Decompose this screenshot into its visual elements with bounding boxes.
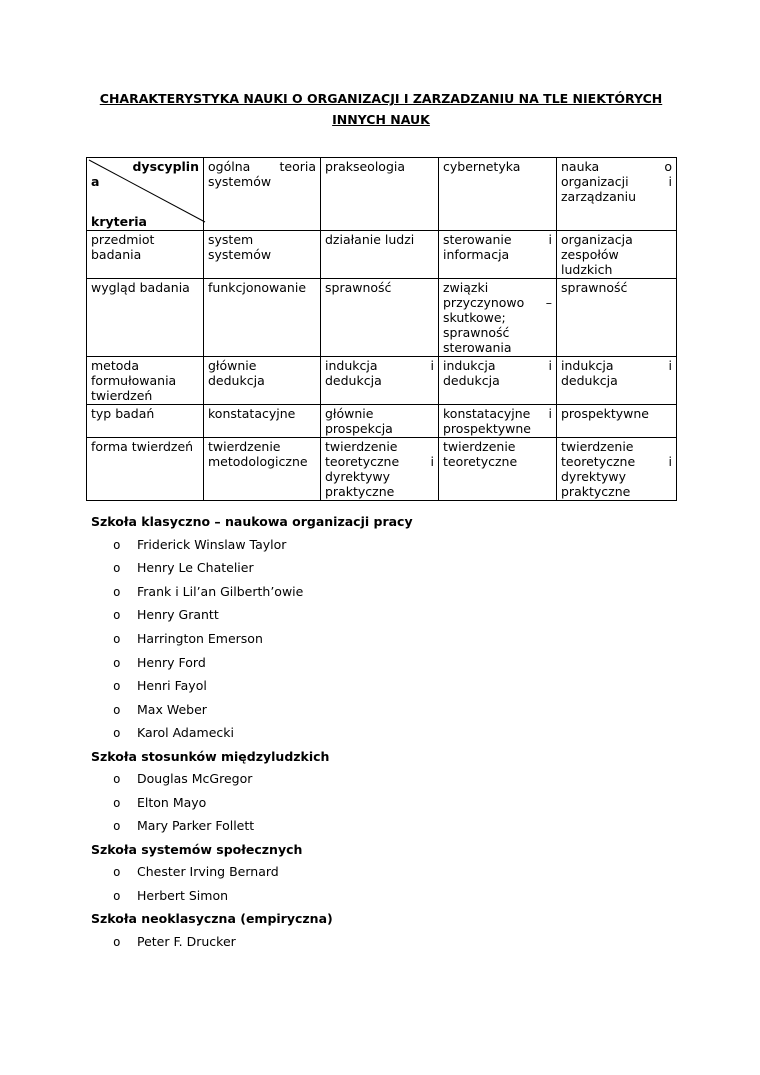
cell-line: organizacja [561,232,633,247]
cell-word: teoretyczne [561,454,636,469]
cell-line: sprawność [443,325,510,340]
table-cell [557,438,677,501]
cell-word: konstatacyjne [443,406,531,421]
cell-word: przyczynowo [443,295,525,310]
list-item: Henry Le Chatelier [137,560,254,575]
header-word: organizacji [561,174,629,189]
header-word: ogólna [208,159,251,174]
table-row [87,438,677,501]
cell-line: prospektywne [561,406,649,421]
table-cell [439,357,557,405]
bullet-icon: o [113,678,121,693]
cell-line: funkcjonowanie [208,280,307,295]
cell-line: twierdzenie [443,439,516,454]
header-cell [321,158,439,231]
cell-line: związki [443,280,489,295]
list-item: Douglas McGregor [137,771,253,786]
criterion-cell [87,231,204,279]
table-cell [439,231,557,279]
list-item: Peter F. Drucker [137,934,236,949]
table-row [87,405,677,438]
criterion-cell [87,279,204,357]
bullet-icon: o [113,537,121,552]
cell-word: i [548,232,552,247]
cell-line: prospektywne [443,421,531,436]
cell-line: dedukcja [443,373,500,388]
table-row [87,279,677,357]
table-cell [321,357,439,405]
table-cell [204,438,321,501]
cell-line: sprawność [325,280,392,295]
corner-top-label: dyscyplin [132,159,199,174]
bullet-icon: o [113,655,121,670]
table-cell [557,357,677,405]
header-word: systemów [208,174,272,189]
header-cell [557,158,677,231]
bullet-icon: o [113,702,121,717]
list-item: Elton Mayo [137,795,207,810]
list-item: Mary Parker Follett [137,818,255,833]
bullet-icon: o [113,795,121,810]
cell-line: przedmiot [91,232,155,247]
list-item: Frank i Lil’an Gilberth’owie [137,584,304,599]
cell-word: i [668,454,672,469]
header-text: cybernetyka [443,159,521,174]
cell-word: indukcja [443,358,496,373]
cell-line: teoretyczne [443,454,518,469]
cell-line: metodologiczne [208,454,308,469]
criterion-cell [87,357,204,405]
cell-line: sprawność [561,280,628,295]
cell-line: skutkowe; [443,310,506,325]
header-text: prakseologia [325,159,406,174]
criterion-cell [87,405,204,438]
cell-word: i [430,454,434,469]
header-word: zarządzaniu [561,189,637,204]
section-heading: Szkoła systemów społecznych [91,842,303,857]
table-cell [204,357,321,405]
header-word: i [668,174,672,189]
bullet-icon: o [113,607,121,622]
cell-word: teoretyczne [325,454,400,469]
cell-line: zespołów [561,247,619,262]
table-cell [557,279,677,357]
list-item: Herbert Simon [137,888,229,903]
section-heading: Szkoła stosunków międzyludzkich [91,749,330,764]
cell-line: twierdzenie [561,439,634,454]
cell-line: prospekcja [325,421,393,436]
cell-line: twierdzenie [208,439,281,454]
page-title [86,88,676,130]
cell-word: i [548,406,552,421]
bullet-icon: o [113,631,121,646]
cell-line: metoda [91,358,140,373]
bullet-icon: o [113,725,121,740]
table-cell [204,279,321,357]
cell-line: praktyczne [325,484,395,499]
bullet-icon: o [113,560,121,575]
cell-line: twierdzenie [325,439,398,454]
table-cell [439,279,557,357]
cell-line: sterowania [443,340,512,355]
list-item: Harrington Emerson [137,631,263,646]
cell-line: dedukcja [561,373,618,388]
bullet-icon: o [113,771,121,786]
cell-line: głównie [208,358,257,373]
cell-word: indukcja [325,358,378,373]
section-heading: Szkoła klasyczno – naukowa organizacji pracy [91,514,413,529]
cell-line: wygląd badania [91,280,190,295]
cell-word: i [430,358,434,373]
cell-line: dedukcja [325,373,382,388]
cell-line: badania [91,247,142,262]
title-line-1: CHARAKTERYSTYKA NAUKI O ORGANIZACJI I ZARZADZANIU NA TLE NIEKTÓRYCH [99,91,663,106]
cell-line: ludzkich [561,262,613,277]
cell-word: i [668,358,672,373]
cell-line: systemów [208,247,272,262]
table-cell [557,231,677,279]
header-word: teoria [279,159,316,174]
cell-line: praktyczne [561,484,631,499]
list-item: Friderick Winslaw Taylor [137,537,287,552]
cell-line: dyrektywy [561,469,627,484]
header-cell [204,158,321,231]
bullet-icon: o [113,934,121,949]
cell-word: i [548,358,552,373]
cell-line: działanie ludzi [325,232,415,247]
corner-bottom-label: kryteria [91,214,147,229]
cell-line: twierdzeń [91,388,153,403]
section-heading: Szkoła neoklasyczna (empiryczna) [91,911,333,926]
title-line-2: INNYCH NAUK [332,112,430,127]
list-item: Henry Ford [137,655,206,670]
header-word: nauka [561,159,600,174]
bullet-icon: o [113,818,121,833]
list-item: Karol Adamecki [137,725,234,740]
cell-word: sterowanie [443,232,512,247]
table-cell [321,438,439,501]
cell-line: typ badań [91,406,155,421]
cell-word: indukcja [561,358,614,373]
bullet-icon: o [113,888,121,903]
cell-line: konstatacyjne [208,406,296,421]
bullet-icon: o [113,864,121,879]
table-cell [321,279,439,357]
table-header-row [87,158,677,231]
cell-line: formułowania [91,373,177,388]
cell-line: forma twierdzeń [91,439,194,454]
table-row [87,231,677,279]
cell-line: głównie [325,406,374,421]
corner-cell [87,158,204,231]
cell-word: – [545,295,552,310]
cell-line: dyrektywy [325,469,391,484]
bullet-icon: o [113,584,121,599]
table-cell [557,405,677,438]
list-item: Henry Grantt [137,607,219,622]
cell-line: system [208,232,254,247]
corner-top-tail: a [91,174,100,189]
table-row [87,357,677,405]
table-cell [439,405,557,438]
comparison-table [86,157,677,501]
table-cell [204,405,321,438]
list-item: Chester Irving Bernard [137,864,279,879]
table-cell [321,231,439,279]
header-cell [439,158,557,231]
table-cell [321,405,439,438]
list-item: Max Weber [137,702,207,717]
header-word: o [664,159,672,174]
table-cell [204,231,321,279]
criterion-cell [87,438,204,501]
table-cell [439,438,557,501]
list-item: Henri Fayol [137,678,207,693]
cell-line: informacja [443,247,510,262]
cell-line: dedukcja [208,373,265,388]
